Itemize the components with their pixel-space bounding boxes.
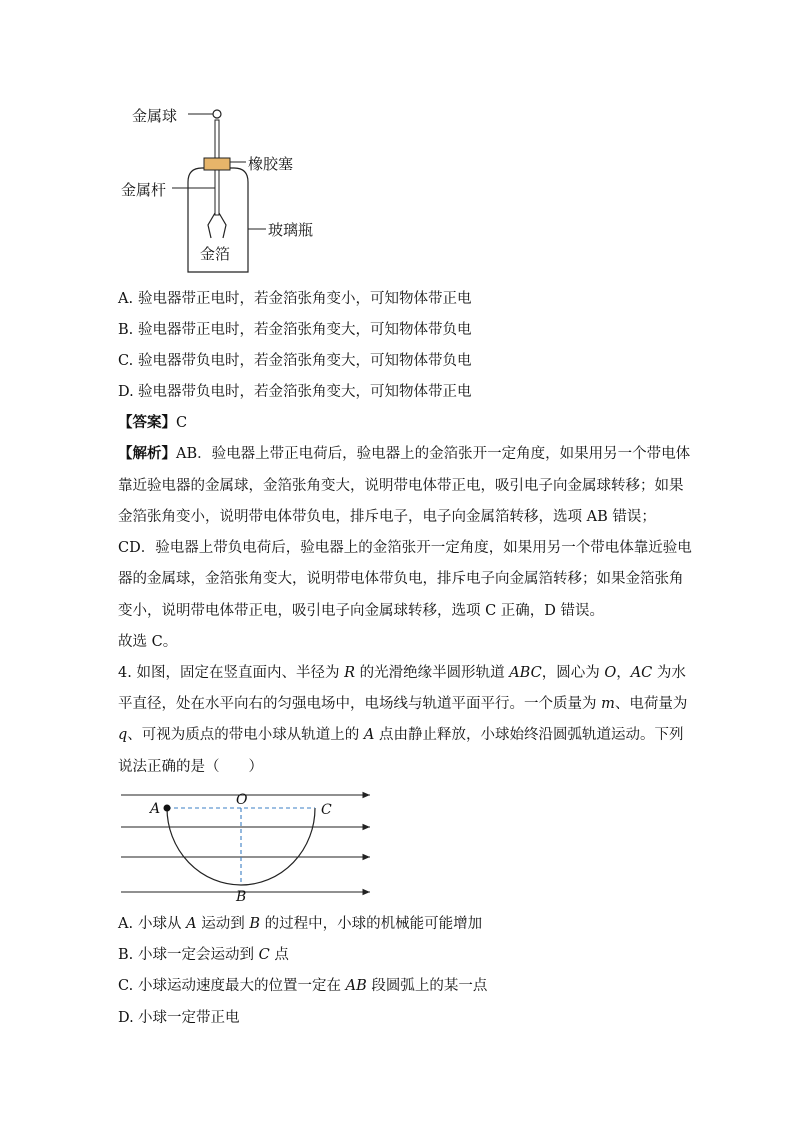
q3-analysis-line-2: 靠近验电器的金属球，金箔张角变大，说明带电体带正电，吸引电子向金属球转移；如果 [118,478,684,494]
q4-stem-line-1: 4. 如图，固定在竖直面内、半径为 R 的光滑绝缘半圆形轨道 ABC，圆心为 O，AC 为水 [118,665,686,681]
label-rubber-stopper: 橡胶塞 [248,155,294,173]
gold-foil-right [219,213,226,238]
q3-option-c: C. 验电器带负电时，若金箔张角变大，可知物体带负电 [118,353,472,369]
q3-answer: 【答案】C [118,414,188,431]
ball-at-a [164,805,171,812]
q4-option-b: B. 小球一定会运动到 C 点 [118,947,289,963]
q3-analysis-line-3: 金箔张角变小，说明带电体带负电，排斥电子，电子向金属箔转移，选项 AB 错误； [118,509,656,525]
q3-analysis-line-4: CD．验电器上带负电荷后，验电器上的金箔张开一定角度，如果用另一个带电体靠近验电 [118,540,692,556]
q4-option-a: A. 小球从 A 运动到 B 的过程中，小球的机械能可能增加 [118,916,483,932]
metal-ball [213,110,221,118]
q4-option-d: D. 小球一定带正电 [118,1010,240,1026]
label-metal-rod: 金属杆 [121,181,167,199]
q3-option-d: D. 验电器带负电时，若金箔张角变大，可知物体带正电 [118,384,472,400]
q3-analysis-line-6: 变小，说明带电体带正电，吸引电子向金属球转移，选项 C 正确，D 错误。 [118,603,605,619]
label-glass-bottle: 玻璃瓶 [268,221,314,239]
q3-option-b: B. 验电器带正电时，若金箔张角变大，可知物体带负电 [118,322,472,338]
q3-option-a: A. 验电器带正电时，若金箔张角变小，可知物体带正电 [118,291,472,307]
label-gold-foil: 金箔 [200,245,231,263]
point-c-label: C [321,802,332,818]
q3-analysis-line-1: 【解析】AB．验电器上带正电荷后，验电器上的金箔张开一定角度，如果用另一个带电体 [118,445,691,462]
q4-option-c: C. 小球运动速度最大的位置一定在 AB 段圆弧上的某一点 [118,978,488,994]
track-diagram [115,785,380,905]
q3-analysis-line-5: 器的金属球，金箔张角变大，说明带电体带负电，排斥电子向金属箔转移；如果金箔张角 [118,571,684,587]
rubber-stopper [204,158,230,170]
point-b-label: B [236,889,247,905]
point-o-label: O [236,792,248,808]
q3-analysis-line-7: 故选 C。 [118,634,178,650]
q4-stem-line-4: 说法正确的是（ ） [118,759,263,775]
q4-stem-line-2: 平直径，处在水平向右的匀强电场中，电场线与轨道平面平行。一个质量为 m、电荷量为 [118,696,688,712]
label-metal-ball: 金属球 [132,107,178,125]
gold-foil-left [208,213,215,238]
q4-stem-line-3: q、可视为质点的带电小球从轨道上的 A 点由静止释放，小球始终沿圆弧轨道运动。下列 [118,727,684,743]
point-a-label: A [150,801,161,817]
